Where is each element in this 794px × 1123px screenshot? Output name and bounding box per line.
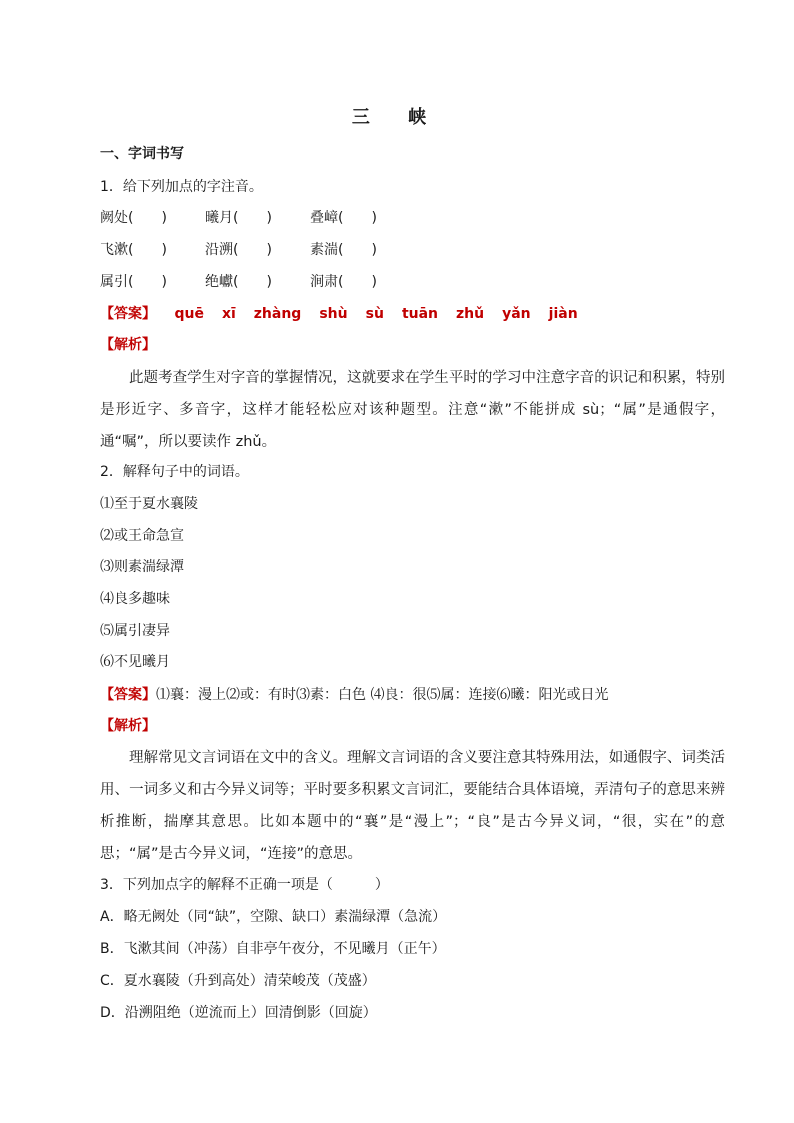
question-3-prompt: 3．下列加点字的解释不正确一项是（ ） — [100, 877, 389, 893]
q2-analysis: 理解常见文言词语在文中的含义。理解文言词语的含义要注意其特殊用法，如通假字、词类活用、一词多义和古今异义词等；平时要多积累文言词汇，要能结合具体语境，弄清句子的意思来辨析推断，揣摩其意思。比如本题中的“襄”是“漫上”；“良”是古今异义词，“很，实在”的意思；“属”是古今异义词，“连接”的意思。 — [100, 750, 725, 862]
q1-analysis: 此题考查学生对字音的掌握情况，这就要求在学生平时的学习中注意字音的识记和积累，特别是形近字、多音字，这样才能轻松应对该种题型。注意“漱”不能拼成 sù；“属”是通假字，通“嘱”，所以要读作 zhǔ。 — [100, 370, 725, 450]
answer-label: 【答案】 — [100, 687, 156, 703]
q2-item: ⑷良多趣味 — [100, 591, 170, 607]
q1-item: 阙处( ) — [100, 210, 167, 226]
q1-item: 涧肃( ) — [310, 274, 377, 290]
q1-item: 素湍( ) — [310, 242, 377, 258]
answer-text: ⑴襄：漫上⑵或：有时⑶素：白色 ⑷良：很⑸属：连接⑹曦：阳光或日光 — [156, 687, 609, 703]
q2-item: ⑶则素湍绿潭 — [100, 559, 184, 575]
q2-answer — [100, 685, 608, 705]
q3-option: B．飞漱其间（冲荡）自非亭午夜分，不见曦月（正午） — [100, 941, 446, 957]
q2-item: ⑴至于夏水襄陵 — [100, 496, 198, 512]
q1-item: 飞漱( ) — [100, 242, 167, 258]
q1-item: 绝巘( ) — [205, 274, 272, 290]
q2-item: ⑹不见曦月 — [100, 654, 170, 670]
q1-answer — [100, 304, 596, 324]
q1-item: 沿溯( ) — [205, 242, 272, 258]
answer-pinyin: quē xī zhàng shù sù tuān zhǔ yǎn jiàn — [174, 306, 578, 322]
q3-option: A．略无阙处（同“缺”，空隙、缺口）素湍绿潭（急流） — [100, 909, 447, 925]
answer-label: 【答案】 — [100, 306, 156, 322]
page-title: 三 峡 — [351, 107, 443, 128]
q3-option: D．沿溯阻绝（逆流而上）回清倒影（回旋） — [100, 1005, 377, 1021]
q2-item: ⑵或王命急宣 — [100, 528, 184, 544]
question-1-prompt: 1．给下列加点的字注音。 — [100, 179, 263, 195]
q2-item: ⑸属引凄异 — [100, 623, 170, 639]
analysis-label: 【解析】 — [100, 337, 156, 353]
question-2-prompt: 2．解释句子中的词语。 — [100, 464, 249, 480]
q1-item: 属引( ) — [100, 274, 167, 290]
analysis-label: 【解析】 — [100, 718, 156, 734]
q1-item: 叠嶂( ) — [310, 210, 377, 226]
q3-option: C．夏水襄陵（升到高处）清荣峻茂（茂盛） — [100, 973, 376, 989]
q1-item: 曦月( ) — [205, 210, 272, 226]
section-heading: 一、字词书写 — [100, 146, 184, 162]
